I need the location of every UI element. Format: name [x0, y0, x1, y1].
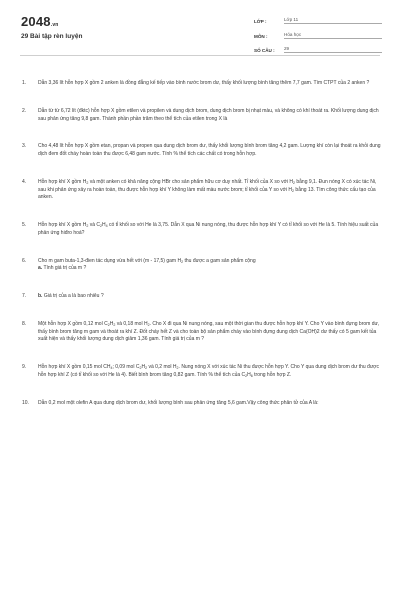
text-run: có tỉ khối so với He là 3,75. Dẫn X qua Ni nung nóng, thu được hỗn hợp khí Y có tỉ khối so với He là 5. Tính hiệu suất của phản ứng hiđro hoá? — [38, 222, 379, 236]
text-run: . Nung nóng X với xúc tác Ni thu được hỗn hợp Y. Cho Y qua dung dịch brom dư thu được hỗn hợp khí Z (có tỉ khối so với He là 4). Biết bình brom tăng 0,82 gam. Tính % thể tích của C — [38, 364, 379, 378]
question-text — [38, 222, 384, 238]
question-number: 10. — [22, 399, 29, 406]
subscript: 4 — [105, 224, 108, 228]
question-text — [38, 258, 384, 274]
subscript: 2 — [147, 322, 150, 327]
subscript: 2 — [292, 188, 295, 193]
question-item — [22, 108, 384, 124]
question-item — [22, 258, 384, 274]
subscript: 2 — [245, 373, 248, 378]
text-run: bằng 9,1. Đun nóng X có xúc tác Ni, sau khi phản ứng xảy ra hoàn toàn, thu được hỗn hợp khí Y không làm mất màu nước brom; tỉ khối của Y so với H — [38, 178, 377, 193]
question-text — [38, 321, 384, 344]
question-item — [22, 222, 384, 238]
question-number: 2. — [22, 107, 27, 114]
text-run: Hỗn hợp khí X gồm 0,15 mol CH — [38, 364, 111, 370]
subscript: 4 — [110, 366, 113, 370]
subscript: 2 — [181, 259, 184, 264]
text-run: bằng 13. Tìm công thức cấu tạo của anken. — [38, 186, 376, 201]
question-text: Dẫn 0,2 mol một olefin A qua dung dịch brom dư, khối lượng bình sau phản ứng tăng 5,6 gam.Vậy công thức phân tử của A là: — [38, 399, 319, 406]
question-text — [38, 293, 384, 301]
subscript: 2 — [113, 322, 116, 327]
question-number: 9. — [22, 364, 27, 370]
subscript: 2 — [86, 180, 89, 185]
question-item — [22, 179, 384, 202]
text-run: Cho m gam buta-1,3-đien tác dụng vừa hết với (m - 17,5) gam H — [38, 257, 182, 264]
page-title: 29 Bài tập rèn luyện — [21, 33, 83, 40]
site-logo[interactable] — [21, 14, 59, 29]
text-run: Giá trị của a là bao nhiêu ? — [42, 293, 104, 299]
sub-question-label: a. — [38, 265, 43, 272]
question-number: 1. — [22, 80, 27, 86]
question-item — [22, 400, 384, 408]
question-text — [38, 364, 384, 380]
question-text: Dẫn từ từ 6,72 lít (đktc) hỗn hợp X gồm etilen và propilen và dung dịch brom, dung dịch brom bị nhạt màu, và không có khí thoát ra. Khối lượng dung dịch sau phản ứng tăng 9,8 gam. Thành phần phần trăm theo thể tích của etilen trong X là — [38, 107, 379, 122]
question-list — [22, 80, 384, 407]
text-run: và 0,18 mol H — [115, 320, 148, 327]
logo-main: 2048 — [21, 14, 51, 29]
text-run: H — [247, 371, 251, 378]
meta-row-subject — [254, 32, 382, 39]
text-run: H — [101, 222, 106, 228]
question-number: 3. — [22, 143, 27, 150]
meta-info — [254, 17, 382, 61]
text-run: Tính giá trị của m ? — [42, 265, 87, 272]
question-number: 8. — [22, 320, 27, 327]
meta-row-class — [254, 17, 382, 24]
text-run: ; 0,09 mol C — [112, 364, 140, 370]
sub-question-label: b. — [38, 293, 43, 299]
question-item — [22, 364, 384, 380]
question-item — [22, 80, 384, 88]
text-run: Hỗn hợp khí X gồm H — [38, 178, 87, 185]
text-run: và C — [88, 222, 100, 228]
subscript: 2 — [99, 224, 102, 228]
subscript: 2 — [139, 366, 142, 370]
question-text — [38, 179, 384, 202]
logo-suffix: .vn — [50, 22, 59, 28]
meta-value: Lớp 11 — [284, 17, 382, 24]
text-run: . Cho X đi qua Ni nung nóng, sau một thời gian thu được hỗn hợp khí Y. Cho Y vào bình đựng brom dư, thấy bình brom tăng m gam và thoát ra khí Z. Đốt cháy hết Z và cho toàn bộ sản phẩm cháy vào bình đựng dung dịch Ca(OH)2 dư thấy có 5 gam kết tủa xuất hiện và thấy khối lượng dung dịch giảm 1,36 gam. Tính giá trị của m ? — [38, 320, 380, 343]
text-run: thu được a gam sản phẩm cộng — [183, 257, 256, 264]
subscript: 2 — [145, 366, 148, 370]
subscript: 2 — [176, 366, 179, 370]
header-divider — [20, 55, 380, 56]
meta-row-count — [254, 46, 382, 53]
meta-label: LỚP : — [254, 19, 267, 24]
sub-question — [38, 265, 384, 273]
subscript: 6 — [250, 373, 253, 378]
text-run: Hỗn hợp khí X gồm H — [38, 222, 87, 228]
text-run: H — [109, 320, 114, 327]
question-stem — [38, 258, 384, 266]
question-number: 7. — [22, 293, 27, 299]
meta-value: 29 — [284, 46, 382, 53]
meta-value: Hóa học — [284, 32, 382, 39]
question-text: Dẫn 3,36 lít hỗn hợp X gồm 2 anken là đồng đẳng kế tiếp vào bình nước brom dư, thấy khối lượng bình tăng thêm 7,7 gam. Tìm CTPT của 2 anken ? — [38, 80, 370, 86]
question-number: 5. — [22, 222, 27, 228]
question-item — [22, 143, 384, 159]
text-run: trong hỗn hợp Z. — [252, 371, 292, 378]
subscript: 2 — [107, 322, 110, 327]
subscript: 2 — [86, 224, 89, 228]
question-number: 4. — [22, 178, 27, 185]
question-text: Cho 4,48 lít hỗn hợp X gồm etan, propan và propen qua dung dịch brom dư, thấy khối lượng bình brom tăng 4,2 gam. Lượng khí còn lại thoát ra khỏi dung dịch đem đốt cháy hoàn toàn thu được 6,48 gam nước. Tính % thể tích các chất có trong hỗn hợp. — [38, 143, 381, 157]
meta-label: MÔN : — [254, 33, 268, 39]
subscript: 2 — [292, 180, 295, 185]
text-run: và 0,2 mol H — [147, 364, 177, 370]
question-item — [22, 293, 384, 301]
text-run: H — [141, 364, 146, 370]
meta-label: SỐ CÂU : — [254, 48, 275, 53]
text-run: và một anken có khả năng cộng HBr cho sản phẩm hữu cơ duy nhất. Tỉ khối của X so với H — [88, 178, 293, 185]
question-number: 6. — [22, 257, 27, 264]
text-run: Một hỗn hợp X gồm 0,12 mol C — [38, 320, 108, 327]
question-item — [22, 321, 384, 344]
